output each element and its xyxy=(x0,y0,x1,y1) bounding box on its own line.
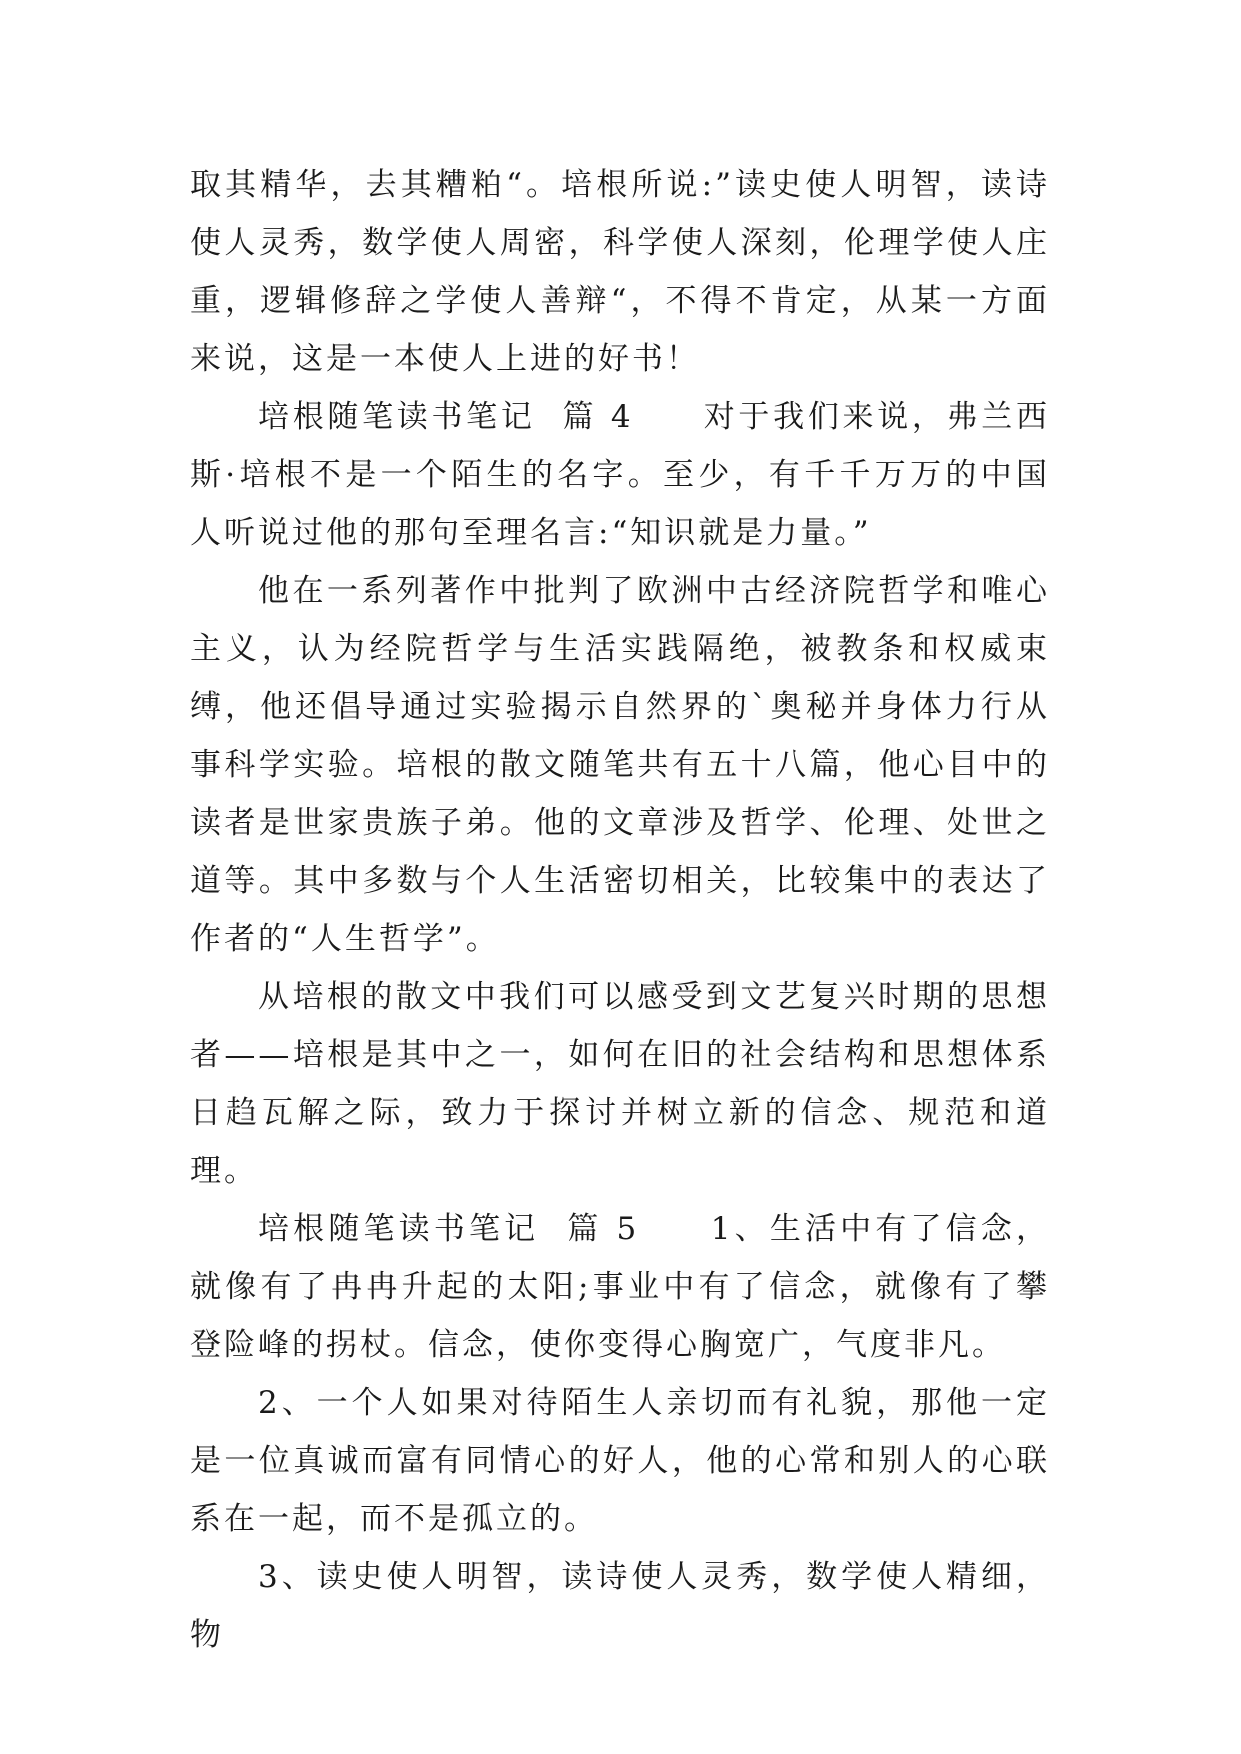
paragraph-1: 取其精华，去其糟粕“。培根所说:”读史使人明智，读诗使人灵秀，数学使人周密，科学使人深刻，伦理学使人庄重，逻辑修辞之学使人善辩“，不得不肯定，从某一方面来说，这是一本使人上进的好书！ xyxy=(190,167,1050,377)
heading-gap xyxy=(634,399,704,435)
paragraph-3: 他在一系列著作中批判了欧洲中古经济院哲学和唯心主义，认为经院哲学与生活实践隔绝，被教条和权威束缚，他还倡导通过实验揭示自然界的`奥秘并身体力行从事科学实验。培根的散文随笔共有五十八篇，他心目中的读者是世家贵族子弟。他的文章涉及哲学、伦理、处世之道等。其中多数与个人生活密切相关，比较集中的表达了作者的“人生哲学”。 xyxy=(190,573,1050,957)
section-heading-4: 培根随笔读书笔记 篇 4 xyxy=(258,399,634,435)
section-heading-5: 培根随笔读书笔记 篇 5 xyxy=(258,1211,640,1247)
document-body xyxy=(190,156,1050,1664)
paragraph-2 xyxy=(190,388,1050,562)
paragraph-5 xyxy=(190,1200,1050,1374)
paragraph-5-text: 1、生活中有了信念，就像有了冉冉升起的太阳;事业中有了信念，就像有了攀登险峰的拐杖。信念，使你变得心胸宽广，气度非凡。 xyxy=(190,1211,1050,1363)
paragraph-4: 从培根的散文中我们可以感受到文艺复兴时期的思想者——培根是其中之一，如何在旧的社会结构和思想体系日趋瓦解之际，致力于探讨并树立新的信念、规范和道理。 xyxy=(190,979,1050,1189)
paragraph-2-text: 对于我们来说，弗兰西斯·培根不是一个陌生的名字。至少，有千千万万的中国人听说过他的那句至理名言:“知识就是力量。” xyxy=(190,399,1050,551)
heading-gap xyxy=(639,1211,711,1247)
paragraph-7: 3、读史使人明智，读诗使人灵秀，数学使人精细，物 xyxy=(190,1559,1050,1653)
paragraph-6: 2、一个人如果对待陌生人亲切而有礼貌，那他一定是一位真诚而富有同情心的好人，他的心常和别人的心联系在一起，而不是孤立的。 xyxy=(190,1385,1050,1537)
